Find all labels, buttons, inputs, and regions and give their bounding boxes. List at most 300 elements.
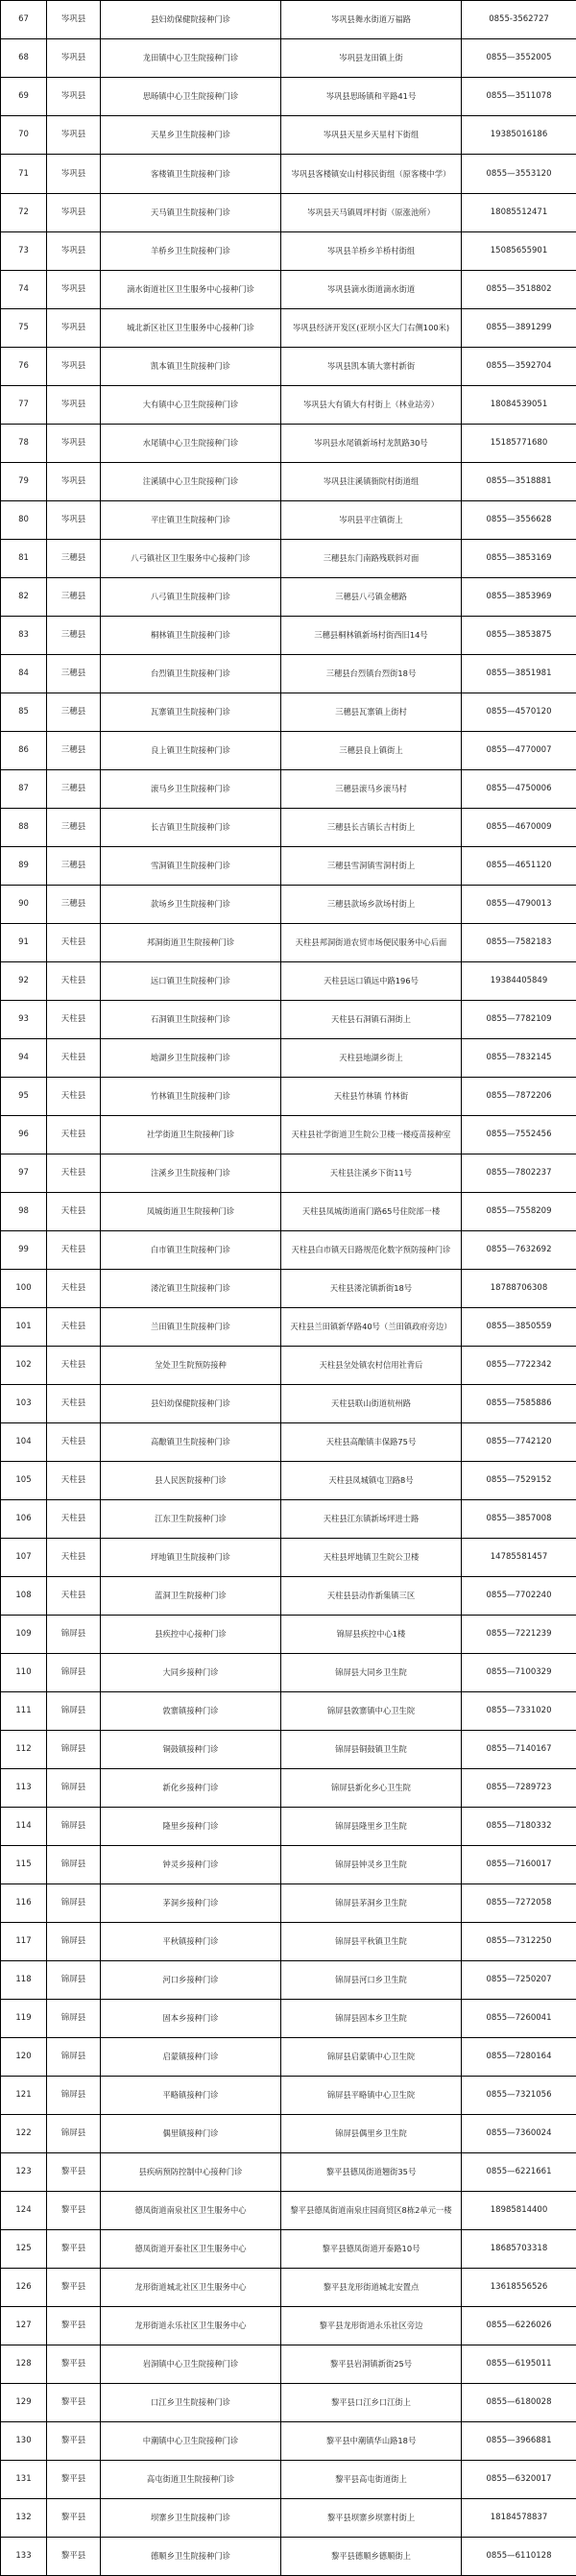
row-number: 119 — [1, 2000, 47, 2038]
table-row — [1, 1, 576, 39]
clinic-name: 敦寨镇接种门诊 — [101, 1692, 281, 1731]
county-name: 黎平县 — [47, 2538, 101, 2576]
county-name: 锦屏县 — [47, 1846, 101, 1884]
clinic-address: 岑巩县客楼镇安山村移民街组（原客楼中学） — [281, 155, 462, 194]
county-name: 天柱县 — [47, 1347, 101, 1385]
clinic-name: 德凤街道开泰社区卫生服务中心 — [101, 2230, 281, 2269]
phone-number: 0855—3966881 — [462, 2422, 576, 2461]
phone-number: 0855—7180332 — [462, 1808, 576, 1846]
table-row — [1, 1884, 576, 1923]
clinic-name: 县妇幼保健院接种门诊 — [101, 1, 281, 39]
phone-number: 0855—7289723 — [462, 1769, 576, 1808]
table-row — [1, 2345, 576, 2384]
row-number: 79 — [1, 463, 47, 501]
table-row — [1, 924, 576, 962]
clinic-name: 茅洞乡接种门诊 — [101, 1884, 281, 1923]
county-name: 天柱县 — [47, 1423, 101, 1462]
table-row — [1, 886, 576, 924]
row-number: 131 — [1, 2461, 47, 2499]
row-number: 104 — [1, 1423, 47, 1462]
clinic-name: 良上镇卫生院接种门诊 — [101, 732, 281, 770]
clinic-name: 地湖乡卫生院接种门诊 — [101, 1039, 281, 1078]
county-name: 岑巩县 — [47, 1, 101, 39]
phone-number: 0855—6195011 — [462, 2345, 576, 2384]
county-name: 天柱县 — [47, 1193, 101, 1231]
row-number: 88 — [1, 809, 47, 847]
clinic-address: 三穗县瓦寨镇上街村 — [281, 693, 462, 732]
phone-number: 0855—7632692 — [462, 1231, 576, 1270]
row-number: 99 — [1, 1231, 47, 1270]
county-name: 三穗县 — [47, 617, 101, 655]
clinic-name: 高酿镇卫生院接种门诊 — [101, 1423, 281, 1462]
clinic-name: 八弓镇社区卫生服务中心接种门诊 — [101, 540, 281, 578]
row-number: 87 — [1, 770, 47, 809]
table-row — [1, 655, 576, 693]
phone-number: 0855—7140167 — [462, 1731, 576, 1769]
table-row — [1, 348, 576, 386]
county-name: 天柱县 — [47, 1270, 101, 1308]
clinic-name: 款场乡卫生院接种门诊 — [101, 886, 281, 924]
row-number: 77 — [1, 386, 47, 425]
clinic-name: 天马镇卫生院接种门诊 — [101, 194, 281, 232]
phone-number: 0855—3853169 — [462, 540, 576, 578]
phone-number: 0855—7272058 — [462, 1884, 576, 1923]
row-number: 76 — [1, 348, 47, 386]
table-row — [1, 1231, 576, 1270]
row-number: 126 — [1, 2269, 47, 2307]
clinic-address: 天柱县竹林镇 竹林街 — [281, 1078, 462, 1116]
row-number: 100 — [1, 1270, 47, 1308]
clinic-name: 中潮镇中心卫生院接种门诊 — [101, 2422, 281, 2461]
clinic-name: 隆里乡接种门诊 — [101, 1808, 281, 1846]
table-row — [1, 1692, 576, 1731]
clinic-address: 锦屏县平秋镇卫生院 — [281, 1923, 462, 1961]
phone-number: 15185771680 — [462, 425, 576, 463]
clinic-address: 锦屏县启蒙镇中心卫生院 — [281, 2038, 462, 2077]
county-name: 锦屏县 — [47, 1616, 101, 1654]
phone-number: 0855—7360024 — [462, 2115, 576, 2153]
phone-number: 0855—7221239 — [462, 1616, 576, 1654]
phone-number: 15085655901 — [462, 232, 576, 271]
table-row — [1, 1078, 576, 1116]
county-name: 三穗县 — [47, 578, 101, 617]
table-row — [1, 1308, 576, 1347]
county-name: 锦屏县 — [47, 1692, 101, 1731]
clinic-address: 黎平县坝寨乡坝寨村街上 — [281, 2499, 462, 2538]
phone-number: 0855—7160017 — [462, 1846, 576, 1884]
clinic-address: 黎平县岩洞镇新街25号 — [281, 2345, 462, 2384]
county-name: 黎平县 — [47, 2153, 101, 2192]
clinic-name: 滴水街道社区卫生服务中心接种门诊 — [101, 271, 281, 309]
clinic-name: 龙形街道永乐社区卫生服务中心 — [101, 2307, 281, 2345]
row-number: 86 — [1, 732, 47, 770]
clinic-name: 天星乡卫生院接种门诊 — [101, 116, 281, 155]
clinic-address: 锦屏县疾控中心1楼 — [281, 1616, 462, 1654]
table-row — [1, 194, 576, 232]
phone-number: 0855—3851981 — [462, 655, 576, 693]
phone-number: 0855—3511078 — [462, 78, 576, 116]
table-row — [1, 2230, 576, 2269]
clinic-name: 坝寨乡卫生院接种门诊 — [101, 2499, 281, 2538]
county-name: 岑巩县 — [47, 155, 101, 194]
phone-number: 0855—3552005 — [462, 39, 576, 78]
county-name: 天柱县 — [47, 1154, 101, 1193]
clinic-name: 社学街道卫生院接种门诊 — [101, 1116, 281, 1154]
table-row — [1, 1769, 576, 1808]
row-number: 74 — [1, 271, 47, 309]
phone-number: 14785581457 — [462, 1539, 576, 1577]
phone-number: 0855—7260041 — [462, 2000, 576, 2038]
phone-number: 0855—7722342 — [462, 1347, 576, 1385]
clinic-name: 坪地镇卫生院接种门诊 — [101, 1539, 281, 1577]
row-number: 83 — [1, 617, 47, 655]
table-row — [1, 2422, 576, 2461]
table-row — [1, 1116, 576, 1154]
clinic-address: 锦屏县新化乡心卫生院 — [281, 1769, 462, 1808]
table-row — [1, 1154, 576, 1193]
phone-number: 0855—7582183 — [462, 924, 576, 962]
table-row — [1, 809, 576, 847]
table-row — [1, 1001, 576, 1039]
clinic-address: 三穗县长吉镇长吉村街上 — [281, 809, 462, 847]
row-number: 72 — [1, 194, 47, 232]
row-number: 112 — [1, 1731, 47, 1769]
table-row — [1, 386, 576, 425]
row-number: 105 — [1, 1462, 47, 1500]
clinic-name: 大有镇中心卫生院接种门诊 — [101, 386, 281, 425]
table-row — [1, 2269, 576, 2307]
clinic-address: 天柱县县动作新集镇三区 — [281, 1577, 462, 1616]
clinic-address: 锦屏县平略镇中心卫生院 — [281, 2077, 462, 2115]
county-name: 黎平县 — [47, 2269, 101, 2307]
phone-number: 0855—6226026 — [462, 2307, 576, 2345]
clinic-address: 黎平县高屯街道街上 — [281, 2461, 462, 2499]
clinic-name: 竹林镇卫生院接种门诊 — [101, 1078, 281, 1116]
row-number: 116 — [1, 1884, 47, 1923]
phone-number: 19385016186 — [462, 116, 576, 155]
phone-number: 0855—7585886 — [462, 1385, 576, 1423]
row-number: 129 — [1, 2384, 47, 2422]
clinic-address: 岑巩县天马镇周坪村街（原涨池所） — [281, 194, 462, 232]
phone-number: 0855—4570120 — [462, 693, 576, 732]
clinic-name: 兰田镇卫生院接种门诊 — [101, 1308, 281, 1347]
row-number: 117 — [1, 1923, 47, 1961]
county-name: 三穗县 — [47, 809, 101, 847]
row-number: 98 — [1, 1193, 47, 1231]
county-name: 岑巩县 — [47, 309, 101, 348]
phone-number: 0855—7782109 — [462, 1001, 576, 1039]
county-name: 岑巩县 — [47, 386, 101, 425]
clinic-name: 八弓镇卫生院接种门诊 — [101, 578, 281, 617]
clinic-address: 天柱县白市镇天日路规范化数字预防接种门诊 — [281, 1231, 462, 1270]
county-name: 天柱县 — [47, 1001, 101, 1039]
row-number: 124 — [1, 2192, 47, 2230]
phone-number: 0855—7742120 — [462, 1423, 576, 1462]
phone-number: 0855—7702240 — [462, 1577, 576, 1616]
clinic-name: 雪洞镇卫生院接种门诊 — [101, 847, 281, 886]
county-name: 天柱县 — [47, 1385, 101, 1423]
county-name: 锦屏县 — [47, 1654, 101, 1692]
table-row — [1, 1577, 576, 1616]
row-number: 111 — [1, 1692, 47, 1731]
clinic-address: 黎平县口江乡口江街上 — [281, 2384, 462, 2422]
county-name: 岑巩县 — [47, 116, 101, 155]
clinic-name: 县疾控中心接种门诊 — [101, 1616, 281, 1654]
row-number: 94 — [1, 1039, 47, 1078]
clinic-address: 岑巩县龙田镇上街 — [281, 39, 462, 78]
clinic-address: 岑巩县舞水街道万福路 — [281, 1, 462, 39]
phone-number: 0855—3556628 — [462, 501, 576, 540]
phone-number: 0855—4750006 — [462, 770, 576, 809]
table-row — [1, 2461, 576, 2499]
county-name: 岑巩县 — [47, 425, 101, 463]
table-row — [1, 155, 576, 194]
row-number: 89 — [1, 847, 47, 886]
phone-number: 0855—7331020 — [462, 1692, 576, 1731]
table-row — [1, 732, 576, 770]
clinic-name: 固本乡接种门诊 — [101, 2000, 281, 2038]
phone-number: 0855—6221661 — [462, 2153, 576, 2192]
clinic-name: 德凤街道南泉社区卫生服务中心 — [101, 2192, 281, 2230]
row-number: 123 — [1, 2153, 47, 2192]
table-row — [1, 2000, 576, 2038]
clinic-name: 溇沱镇卫生院接种门诊 — [101, 1270, 281, 1308]
phone-number: 0855—7802237 — [462, 1154, 576, 1193]
clinic-address: 黎平县龙形街道城北安置点 — [281, 2269, 462, 2307]
clinic-address: 三穗县桐林镇新场村街西旧14号 — [281, 617, 462, 655]
row-number: 73 — [1, 232, 47, 271]
clinic-address: 天柱县地湖乡街上 — [281, 1039, 462, 1078]
county-name: 天柱县 — [47, 1116, 101, 1154]
row-number: 81 — [1, 540, 47, 578]
county-name: 锦屏县 — [47, 1808, 101, 1846]
clinic-address: 三穗县款场乡款场村街上 — [281, 886, 462, 924]
clinic-name: 坌处卫生院预防接种 — [101, 1347, 281, 1385]
clinic-address: 天柱县远口镇远中路196号 — [281, 962, 462, 1001]
clinic-name: 钟灵乡接种门诊 — [101, 1846, 281, 1884]
clinic-name: 凯本镇卫生院接种门诊 — [101, 348, 281, 386]
table-row — [1, 2307, 576, 2345]
table-row — [1, 693, 576, 732]
clinic-name: 新化乡接种门诊 — [101, 1769, 281, 1808]
table-row — [1, 1654, 576, 1692]
table-row — [1, 463, 576, 501]
phone-number: 0855—7312250 — [462, 1923, 576, 1961]
clinic-address: 天柱县凤城镇屯卫路8号 — [281, 1462, 462, 1500]
clinic-address: 锦屏县偶里乡卫生院 — [281, 2115, 462, 2153]
row-number: 102 — [1, 1347, 47, 1385]
clinic-address: 天柱县石洞镇石洞街上 — [281, 1001, 462, 1039]
clinic-address: 三穗县台烈镇台烈街18号 — [281, 655, 462, 693]
county-name: 黎平县 — [47, 2307, 101, 2345]
clinic-address: 三穗县八弓镇金穗路 — [281, 578, 462, 617]
table-row — [1, 2384, 576, 2422]
table-row — [1, 1462, 576, 1500]
clinic-address: 天柱县邦洞街道农贸市场便民服务中心后面 — [281, 924, 462, 962]
clinic-address: 岑巩县滴水街道滴水街道 — [281, 271, 462, 309]
county-name: 岑巩县 — [47, 78, 101, 116]
county-name: 锦屏县 — [47, 1884, 101, 1923]
phone-number: 13618556526 — [462, 2269, 576, 2307]
row-number: 78 — [1, 425, 47, 463]
county-name: 天柱县 — [47, 1577, 101, 1616]
table-row — [1, 1808, 576, 1846]
clinic-name: 河口乡接种门诊 — [101, 1961, 281, 2000]
clinic-name: 大同乡接种门诊 — [101, 1654, 281, 1692]
clinic-name: 县人民医院接种门诊 — [101, 1462, 281, 1500]
county-name: 天柱县 — [47, 1078, 101, 1116]
clinic-name: 口江乡卫生院接种门诊 — [101, 2384, 281, 2422]
clinic-address: 黎平县德顺乡德顺街上 — [281, 2538, 462, 2576]
row-number: 125 — [1, 2230, 47, 2269]
clinic-address: 黎平县德凤街道开泰路10号 — [281, 2230, 462, 2269]
phone-number: 0855—3518802 — [462, 271, 576, 309]
table-row — [1, 2538, 576, 2576]
phone-number: 0855—3553120 — [462, 155, 576, 194]
row-number: 128 — [1, 2345, 47, 2384]
county-name: 天柱县 — [47, 1039, 101, 1078]
row-number: 71 — [1, 155, 47, 194]
county-name: 天柱县 — [47, 1308, 101, 1347]
table-row — [1, 1347, 576, 1385]
clinic-address: 天柱县联山街道杭州路 — [281, 1385, 462, 1423]
phone-number: 0855—3853875 — [462, 617, 576, 655]
row-number: 106 — [1, 1500, 47, 1539]
phone-number: 0855-3562727 — [462, 1, 576, 39]
table-row — [1, 271, 576, 309]
clinic-address: 天柱县社学街道卫生院公卫楼一楼疫苗接种室 — [281, 1116, 462, 1154]
phone-number: 0855—3592704 — [462, 348, 576, 386]
clinic-name: 平略镇接种门诊 — [101, 2077, 281, 2115]
county-name: 黎平县 — [47, 2230, 101, 2269]
row-number: 82 — [1, 578, 47, 617]
table-row — [1, 578, 576, 617]
clinic-name: 德顺乡卫生院接种门诊 — [101, 2538, 281, 2576]
clinic-address: 三穗县雪洞镇雪洞村街上 — [281, 847, 462, 886]
table-row — [1, 1923, 576, 1961]
county-name: 岑巩县 — [47, 232, 101, 271]
clinic-name: 台烈镇卫生院接种门诊 — [101, 655, 281, 693]
table-row — [1, 1500, 576, 1539]
county-name: 岑巩县 — [47, 348, 101, 386]
table-row — [1, 116, 576, 155]
phone-number: 0855—7529152 — [462, 1462, 576, 1500]
clinic-name: 龙形街道城北社区卫生服务中心 — [101, 2269, 281, 2307]
county-name: 锦屏县 — [47, 1923, 101, 1961]
table-row — [1, 2153, 576, 2192]
row-number: 113 — [1, 1769, 47, 1808]
county-name: 岑巩县 — [47, 39, 101, 78]
clinic-name: 桐林镇卫生院接种门诊 — [101, 617, 281, 655]
row-number: 133 — [1, 2538, 47, 2576]
clinic-name: 远口镇卫生院接种门诊 — [101, 962, 281, 1001]
clinic-address: 岑巩县经济开发区(亚坝小区大门右侧100米) — [281, 309, 462, 348]
clinic-address: 锦屏县茅洞乡卫生院 — [281, 1884, 462, 1923]
row-number: 114 — [1, 1808, 47, 1846]
table-row — [1, 540, 576, 578]
clinic-address: 天柱县兰田镇新华路40号（兰田镇政府旁边） — [281, 1308, 462, 1347]
clinic-name: 羊桥乡卫生院接种门诊 — [101, 232, 281, 271]
row-number: 84 — [1, 655, 47, 693]
clinic-name: 水尾镇中心卫生院接种门诊 — [101, 425, 281, 463]
clinic-name: 白市镇卫生院接种门诊 — [101, 1231, 281, 1270]
row-number: 96 — [1, 1116, 47, 1154]
row-number: 132 — [1, 2499, 47, 2538]
county-name: 天柱县 — [47, 1500, 101, 1539]
phone-number: 19384405849 — [462, 962, 576, 1001]
table-row — [1, 2499, 576, 2538]
clinic-name: 岩洞镇中心卫生院接种门诊 — [101, 2345, 281, 2384]
clinic-address: 黎平县德凤街道翘街35号 — [281, 2153, 462, 2192]
table-row — [1, 2077, 576, 2115]
phone-number: 0855—4790013 — [462, 886, 576, 924]
phone-number: 18085512471 — [462, 194, 576, 232]
row-number: 69 — [1, 78, 47, 116]
table-row — [1, 78, 576, 116]
clinic-name: 思旸镇中心卫生院接种门诊 — [101, 78, 281, 116]
clinic-name: 高屯街道卫生院接种门诊 — [101, 2461, 281, 2499]
phone-number: 0855—3891299 — [462, 309, 576, 348]
clinic-address: 天柱县高酿镇丰保路75号 — [281, 1423, 462, 1462]
clinic-name: 江东卫生院接种门诊 — [101, 1500, 281, 1539]
clinic-address: 锦屏县大同乡卫生院 — [281, 1654, 462, 1692]
clinic-name: 滚马乡卫生院接种门诊 — [101, 770, 281, 809]
county-name: 三穗县 — [47, 770, 101, 809]
table-row — [1, 1039, 576, 1078]
county-name: 黎平县 — [47, 2461, 101, 2499]
row-number: 120 — [1, 2038, 47, 2077]
table-row — [1, 1423, 576, 1462]
clinic-address: 三穗县良上镇街上 — [281, 732, 462, 770]
clinic-address: 岑巩县思旸镇和平路41号 — [281, 78, 462, 116]
county-name: 天柱县 — [47, 1462, 101, 1500]
phone-number: 0855—6180028 — [462, 2384, 576, 2422]
row-number: 127 — [1, 2307, 47, 2345]
phone-number: 0855—3850559 — [462, 1308, 576, 1347]
county-name: 岑巩县 — [47, 271, 101, 309]
clinic-name: 注溪乡卫生院接种门诊 — [101, 1154, 281, 1193]
phone-number: 18184578837 — [462, 2499, 576, 2538]
table-body — [1, 1, 576, 2576]
row-number: 93 — [1, 1001, 47, 1039]
county-name: 黎平县 — [47, 2422, 101, 2461]
county-name: 天柱县 — [47, 1539, 101, 1577]
clinic-name: 平秋镇接种门诊 — [101, 1923, 281, 1961]
phone-number: 0855—3853969 — [462, 578, 576, 617]
phone-number: 0855—4770007 — [462, 732, 576, 770]
county-name: 三穗县 — [47, 655, 101, 693]
county-name: 锦屏县 — [47, 2077, 101, 2115]
row-number: 109 — [1, 1616, 47, 1654]
clinic-name: 偶里镇接种门诊 — [101, 2115, 281, 2153]
clinic-address: 天柱县江东镇新场坪进士路 — [281, 1500, 462, 1539]
table-row — [1, 847, 576, 886]
row-number: 121 — [1, 2077, 47, 2115]
phone-number: 18084539051 — [462, 386, 576, 425]
row-number: 92 — [1, 962, 47, 1001]
table-row — [1, 1539, 576, 1577]
clinic-name: 邦洞街道卫生院接种门诊 — [101, 924, 281, 962]
clinic-address: 锦屏县河口乡卫生院 — [281, 1961, 462, 2000]
table-row — [1, 39, 576, 78]
clinic-name: 长吉镇卫生院接种门诊 — [101, 809, 281, 847]
county-name: 锦屏县 — [47, 1961, 101, 2000]
row-number: 90 — [1, 886, 47, 924]
clinic-name: 石洞镇卫生院接种门诊 — [101, 1001, 281, 1039]
phone-number: 0855—3857008 — [462, 1500, 576, 1539]
clinic-address: 岑巩县平庄镇街上 — [281, 501, 462, 540]
county-name: 锦屏县 — [47, 2115, 101, 2153]
